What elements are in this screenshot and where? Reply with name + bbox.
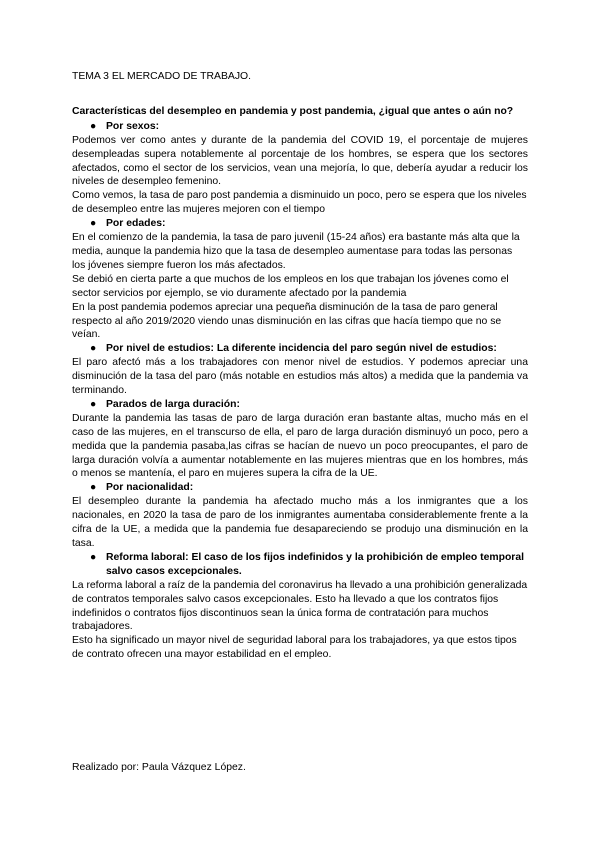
bullet-icon: ● [90, 218, 97, 230]
paragraph: El paro afectó más a los trabajadores con menor nivel de estudios. Y podemos apreciar una disminución de la tasa del paro (más notable en estudios más altos) a medida que la pandemia va terminando. [72, 357, 528, 397]
section-heading-estudios: ● Por nivel de estudios: La diferente incidencia del paro según nivel de estudios: [90, 343, 497, 355]
section-heading-larga-duracion: ● Parados de larga duración: [90, 398, 240, 410]
author-credit: Realizado por: Paula Vázquez López. [72, 762, 246, 773]
section-heading-sexos: ● Por sexos: [90, 120, 160, 132]
paragraph: Se debió en cierta parte a que muchos de los empleos en los que trabajan los jóvenes como el sector servicios por ejemplo, se vio duramente afectado por la pandemia [72, 273, 509, 299]
section-heading-edades: ● Por edades: [90, 218, 166, 230]
paragraph: La reforma laboral a raíz de la pandemia del coronavirus ha llevado a una prohibición generalizada de contratos temporales salvo casos excepcionales. Esto ha llevado a que los contratos fijos indefinidos o contratos fijos discontinuos sean la única forma de contratación para muchos trabajadores. [72, 579, 528, 633]
bullet-icon: ● [90, 120, 97, 132]
bullet-icon: ● [90, 551, 97, 563]
paragraph: Podemos ver como antes y durante de la pandemia del COVID 19, el porcentaje de mujeres desempleadas supera notablemente al porcentaje de los hombres, se espera que los sectores afectados, como el sector de los servicios, vean una mejoría, lo que, debería ayudar a reducir los niveles de desempleo femenino. [72, 134, 528, 188]
paragraph: Durante la pandemia las tasas de paro de larga duración eran bastante altas, mucho más en el caso de las mujeres, en el transcurso de ella, el paro de larga duración disminuyó un poco, pero a medida que la pandemia pasaba,las cifras se hacían de nuevo un poco preocupantes, el paro de larga duración volvía a aumentar notablemente en las mujeres mientras que en los hombres, más o menos se mantenía, el paro en mujeres supera la cifra de la UE. [72, 412, 528, 480]
document-title: TEMA 3 EL MERCADO DE TRABAJO. [72, 71, 251, 82]
section-heading-nacionalidad: ● Por nacionalidad: [90, 482, 194, 494]
paragraph: En el comienzo de la pandemia, la tasa de paro juvenil (15-24 años) era bastante más alta que la media, aunque la pandemia hizo que la tasa de desempleo aumentase para todas las personas los jóvenes siempre fueron los más afectados. [72, 232, 520, 271]
section-heading-reforma-laboral: ● Reforma laboral: El caso de los fijos indefinidos y la prohibición de empleo temporal salvo casos excepcionales. [90, 551, 525, 577]
paragraph: El desempleo durante la pandemia ha afectado mucho más a los inmigrantes que a los nacionales, en 2020 la tasa de paro de los inmigrantes aumentaba considerablemente frente a la cifra de la UE, a medida que la pandemia fue desapareciendo se produjo una disminución en la tasa. [72, 496, 528, 549]
paragraph: Esto ha significado un mayor nivel de seguridad laboral para los trabajadores, ya que estos tipos de contrato ofrecen una mayor estabilidad en el empleo. [72, 635, 517, 661]
main-question: Características del desempleo en pandemia y post pandemia, ¿igual que antes o aún no? [72, 105, 514, 117]
bullet-icon: ● [90, 343, 97, 355]
paragraph: Como vemos, la tasa de paro post pandemia a disminuido un poco, pero se espera que los niveles de desempleo entre las mujeres mejoren con el tiempo [72, 190, 527, 216]
bullet-icon: ● [90, 482, 97, 494]
paragraph: En la post pandemia podemos apreciar una pequeña disminución de la tasa de paro general respecto al año 2019/2020 viendo unas disminución en las cifras que hacía tiempo que no se veían. [72, 301, 502, 341]
bullet-icon: ● [90, 398, 97, 410]
